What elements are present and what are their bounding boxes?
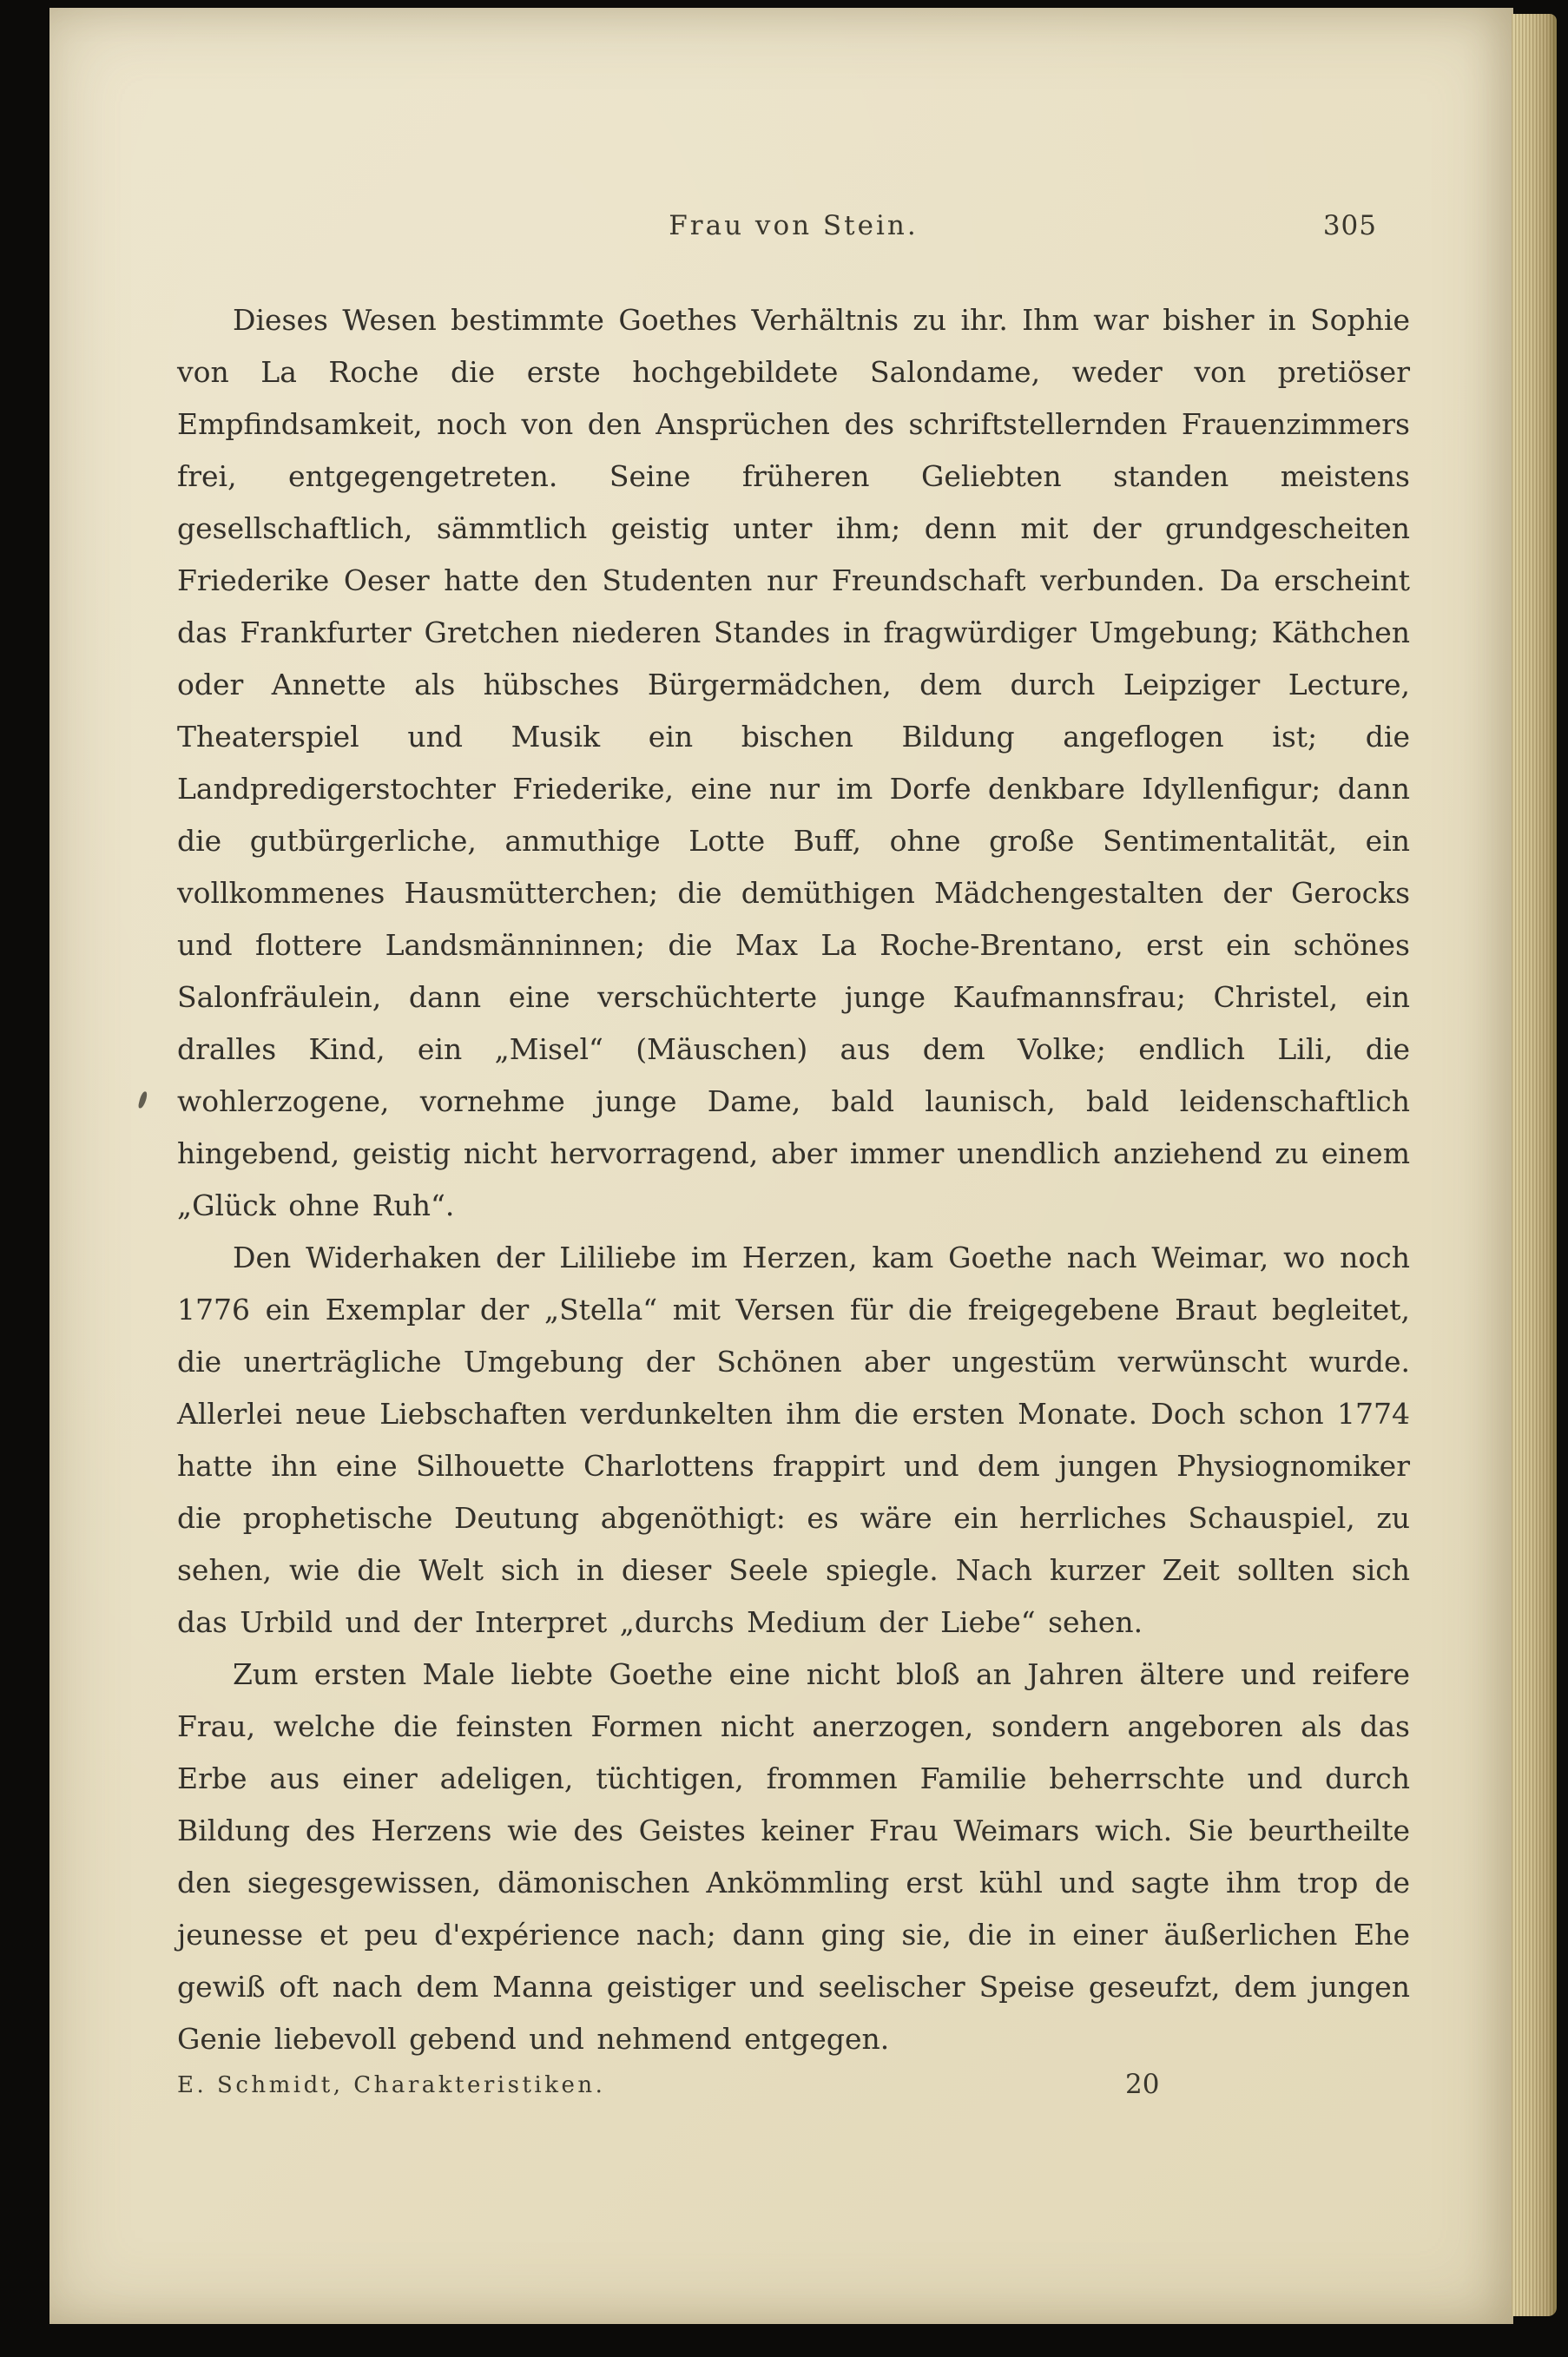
running-head — [177, 210, 1410, 248]
footer-sheet-number: 20 — [1125, 2069, 1160, 2100]
main-text-block — [177, 294, 1410, 2065]
paragraph-1: Dieses Wesen bestimmte Goethes Verhältnis zu ihr. Ihm war bisher in Sophie von La Roche die erste hochgebildete Salondame, weder von pretiöser Empfindsamkeit, noch von den Ansprüchen des schriftstellernden Frauenzimmers frei, entgegengetreten. Seine früheren Geliebten standen meistens gesellschaftlich, sämmtlich geistig unter ihm; denn mit der grundgescheiten Friederike Oeser hatte den Studenten nur Freundschaft verbunden. Da erscheint das Frankfurter Gretchen niederen Standes in fragwürdiger Umgebung; Käthchen oder Annette als hübsches Bürgermädchen, dem durch Leipziger Lecture, Theaterspiel und Musik ein bischen Bildung angeflogen ist; die Landpredigerstochter Friederike, eine nur im Dorfe denkbare Idyllenfigur; dann die gutbürgerliche, anmuthige Lotte Buff, ohne große Sentimentalität, ein vollkommenes Hausmütterchen; die demüthigen Mädchengestalten der Gerocks und flottere Landsmänninnen; die Max La Roche-Brentano, erst ein schönes Salonfräulein, dann eine verschüchterte junge Kaufmannsfrau; Christel, ein dralles Kind, ein „Misel“ (Mäuschen) aus dem Volke; endlich Lili, die wohlerzogene, vornehme junge Dame, bald launisch, bald leidenschaftlich hingebend, geistig nicht hervorragend, aber immer unendlich anziehend zu einem „Glück ohne Ruh“. — [177, 303, 1410, 1222]
page-edge-stack — [1512, 14, 1557, 2316]
paragraph-2: Den Widerhaken der Lililiebe im Herzen, kam Goethe nach Weimar, wo noch 1776 ein Exemplar der „Stella“ mit Versen für die freigegebene Braut begleitet, die unerträgliche Umgebung der Schönen aber ungestüm verwünscht wurde. Allerlei neue Liebschaften verdunkelten ihm die ersten Monate. Doch schon 1774 hatte ihn eine Silhouette Charlottens frappirt und dem jungen Physiognomiker die prophetische Deutung abgenöthigt: es wäre ein herrliches Schauspiel, zu sehen, wie die Welt sich in dieser Seele spiegle. Nach kurzer Zeit sollten sich das Urbild und der Interpret „durchs Medium der Liebe“ sehen. — [177, 1241, 1410, 1639]
footer-signature: E. Schmidt, Charakteristiken. — [177, 2072, 606, 2098]
running-header-title: Frau von Stein. — [669, 210, 919, 241]
paragraph-3: Zum ersten Male liebte Goethe eine nicht bloß an Jahren ältere und reifere Frau, welche die feinsten Formen nicht anerzogen, sondern angeboren als das Erbe aus einer adeligen, tüchtigen, frommen Familie beherrschte und durch Bildung des Herzens wie des Geistes keiner Frau Weimars wich. Sie beurtheilte den siegesgewissen, dämonischen Ankömmling erst kühl und sagte ihm trop de jeunesse et peu d'expérience nach; dann ging sie, die in einer äußerlichen Ehe gewiß oft nach dem Manna geistiger und seelischer Speise geseufzt, dem jungen Genie liebevoll gebend und nehmend entgegen. — [177, 1657, 1410, 2056]
book-page — [49, 8, 1513, 2324]
margin-ink-mark — [138, 1090, 148, 1109]
footer-line — [177, 2069, 1410, 2112]
page-number: 305 — [1322, 210, 1377, 241]
